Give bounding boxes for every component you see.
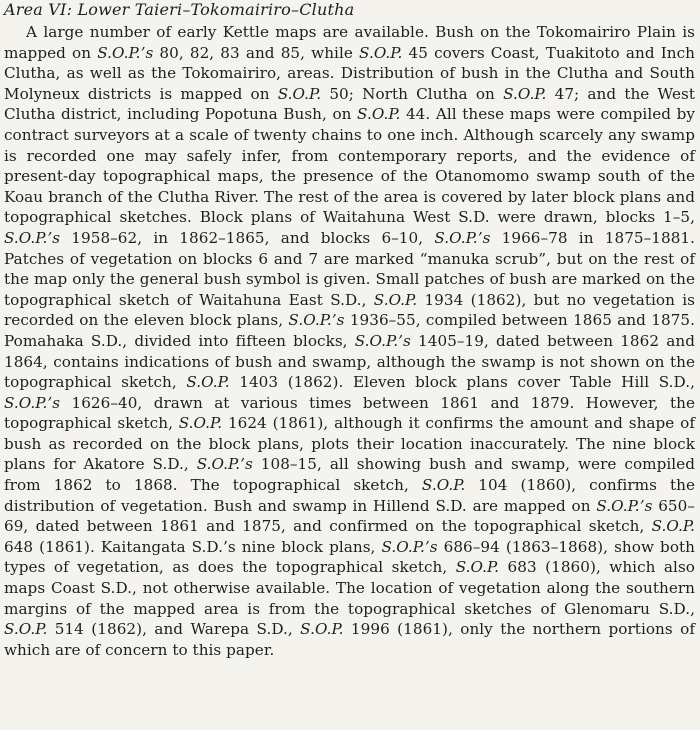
- sop-reference: S.O.P.: [455, 558, 500, 577]
- sop-reference: S.O.P.: [359, 43, 403, 62]
- sop-reference: S.O.P.: [357, 105, 401, 124]
- sop-reference: S.O.P.’s: [434, 228, 491, 247]
- sop-reference: S.O.P.’s: [97, 43, 154, 62]
- sop-reference: S.O.P.: [651, 517, 695, 536]
- section-heading: Area VI: Lower Taieri–Tokomairiro–Clutha: [4, 0, 355, 19]
- sop-reference: S.O.P.: [4, 620, 48, 639]
- sop-reference: S.O.P.’s: [4, 393, 61, 412]
- sop-reference: S.O.P.’s: [381, 537, 438, 556]
- sop-reference: S.O.P.: [186, 373, 230, 392]
- sop-reference: S.O.P.’s: [596, 496, 653, 515]
- sop-reference: S.O.P.’s: [4, 228, 61, 247]
- sop-reference: S.O.P.’s: [196, 455, 253, 474]
- sop-reference: S.O.P.: [503, 84, 547, 103]
- sop-reference: S.O.P.: [300, 620, 344, 639]
- sop-reference: S.O.P.’s: [288, 311, 345, 330]
- body-paragraph: A large number of early Kettle maps are available. Bush on the Tokomairiro Plain is mapped on S.O.P.’s 80, 82, 83 and 85, while S.O.P. 45 covers Coast, Tuakitoto and Inch Clutha, as well as the Tokomairiro, areas. Distribution of bush in the Clutha and South Molyneux districts is mapped on S.O.P. 50; North Clutha on S.O.P. 47; and the West Clutha district, including Popotuna Bush, on S.O.P. 44. All these maps were compiled by contract surveyors at a scale of twenty chains to one inch. Although scarcely any swamp is recorded one may safely infer, from contemporary reports, and the evidence of present-day topographical maps, the presence of the Otanomomo swamp south of the Koau branch of the Clutha River. The rest of the area is covered by later block plans and topographical sketches. Block plans of Waitahuna West S.D. were drawn, blocks 1–5, S.O.P.’s 1958–62, in 1862–1865, and blocks 6–10, S.O.P.’s 1966–78 in 1875–1881. Patches of vegetation on blocks 6 and 7 are marked “manuka scrub”, but on the rest of the map only the general bush symbol is given. Small patches of bush are marked on the topographical sketch of Waitahuna East S.D., S.O.P. 1934 (1862), but no vegetation is recorded on the eleven block plans, S.O.P.’s 1936–55, compiled between 1865 and 1875. Pomahaka S.D., divided into fifteen blocks, S.O.P.’s 1405–19, dated between 1862 and 1864, contains indications of bush and swamp, although the swamp is not shown on the topographical sketch, S.O.P. 1403 (1862). Eleven block plans cover Table Hill S.D., S.O.P.’s 1626–40, drawn at various times between 1861 and 1879. However, the topographical sketch, S.O.P. 1624 (1861), although it confirms the amount and shape of bush as recorded on the block plans, plots their location inaccurately. The nine block plans for Akatore S.D., S.O.P.’s 108–15, all showing bush and swamp, were compiled from 1862 to 1868. The topographical sketch, S.O.P. 104 (1860), confirms the distribution of vegetation. Bush and swamp in Hillend S.D. are mapped on S.O.P.’s 650–69, dated between 1861 and 1875, and confirmed on the topographical sketch, S.O.P. 648 (1861). Kaitangata S.D.’s nine block plans, S.O.P.’s 686–94 (1863–1868), show both types of vegetation, as does the topographical sketch, S.O.P. 683 (1860), which also maps Coast S.D., not otherwise available. The location of vegetation along the southern margins of the mapped area is from the topographical sketches of Glenomaru S.D., S.O.P. 514 (1862), and Warepa S.D., S.O.P. 1996 (1861), only the northern portions of which are of concern to this paper.: [4, 23, 696, 659]
- sop-reference: S.O.P.: [373, 290, 418, 309]
- sop-reference: S.O.P.’s: [354, 331, 411, 350]
- sop-reference: S.O.P.: [421, 476, 466, 495]
- sop-reference: S.O.P.: [178, 414, 223, 433]
- sop-reference: S.O.P.: [277, 84, 322, 103]
